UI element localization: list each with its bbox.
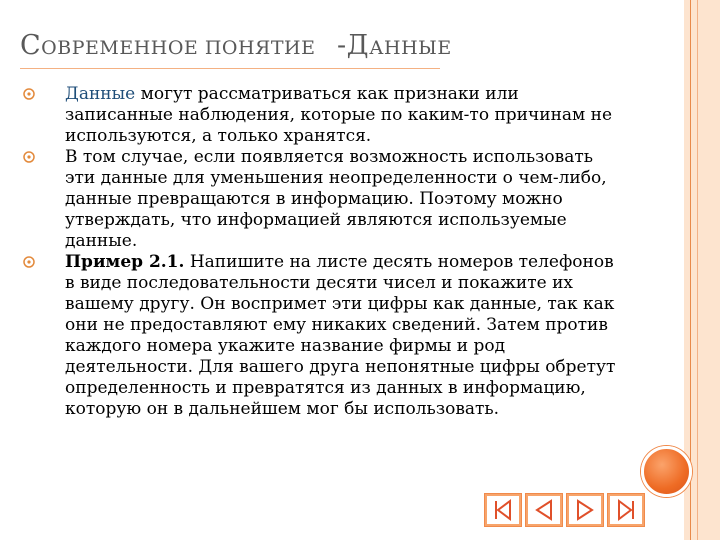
list-item [22,252,622,420]
title-initial: С [20,30,42,61]
circle-bullet-icon [22,150,36,164]
highlight-term: Данные [65,84,136,104]
slide-title [20,30,660,61]
last-slide-button[interactable] [607,493,645,527]
previous-slide-button[interactable] [525,493,563,527]
first-slide-icon [490,499,516,521]
previous-slide-icon [531,499,557,521]
circle-bullet-icon [22,255,36,269]
title-initial: -Д [337,30,370,61]
decorative-line [697,0,698,540]
bullet-list [22,84,622,420]
slide-navigation [484,493,652,527]
bullet-text: могут рассматриваться как признаки или записанные наблюдения, которые по каким-то причинам не используются, а только хранятся. [65,84,613,146]
list-item [22,84,622,147]
next-slide-icon [572,499,598,521]
title-text: ОВРЕМЕННОЕ ПОНЯТИЕ [41,37,316,59]
list-item [22,147,622,252]
bullet-text: Напишите на листе десять номеров телефонов в виде последовательности десяти чисел и покажите их вашему другу. Он воспримет эти цифры как данные, так как они не предоставляют ему никаких сведений. Затем против каждого номера укажите название фирмы и род деятельности. Для вашего друга непонятные цифры обретут определенность и превратятся из данных в информацию, которую он в дальнейшем мог бы использовать. [65,252,616,419]
title-text: АННЫЕ [369,37,452,59]
last-slide-icon [613,499,639,521]
bullet-text: В том случае, если появляется возможность использовать эти данные для уменьшения неопределенности о чем-либо, данные превращаются в информацию. Поэтому можно утверждать, что информацией являются используемые данные. [65,147,607,251]
decorative-circle [641,446,692,497]
example-label: Пример 2.1. [65,252,185,272]
title-underline [20,68,440,69]
decorative-line [690,0,691,540]
first-slide-button[interactable] [484,493,522,527]
next-slide-button[interactable] [566,493,604,527]
circle-bullet-icon [22,87,36,101]
